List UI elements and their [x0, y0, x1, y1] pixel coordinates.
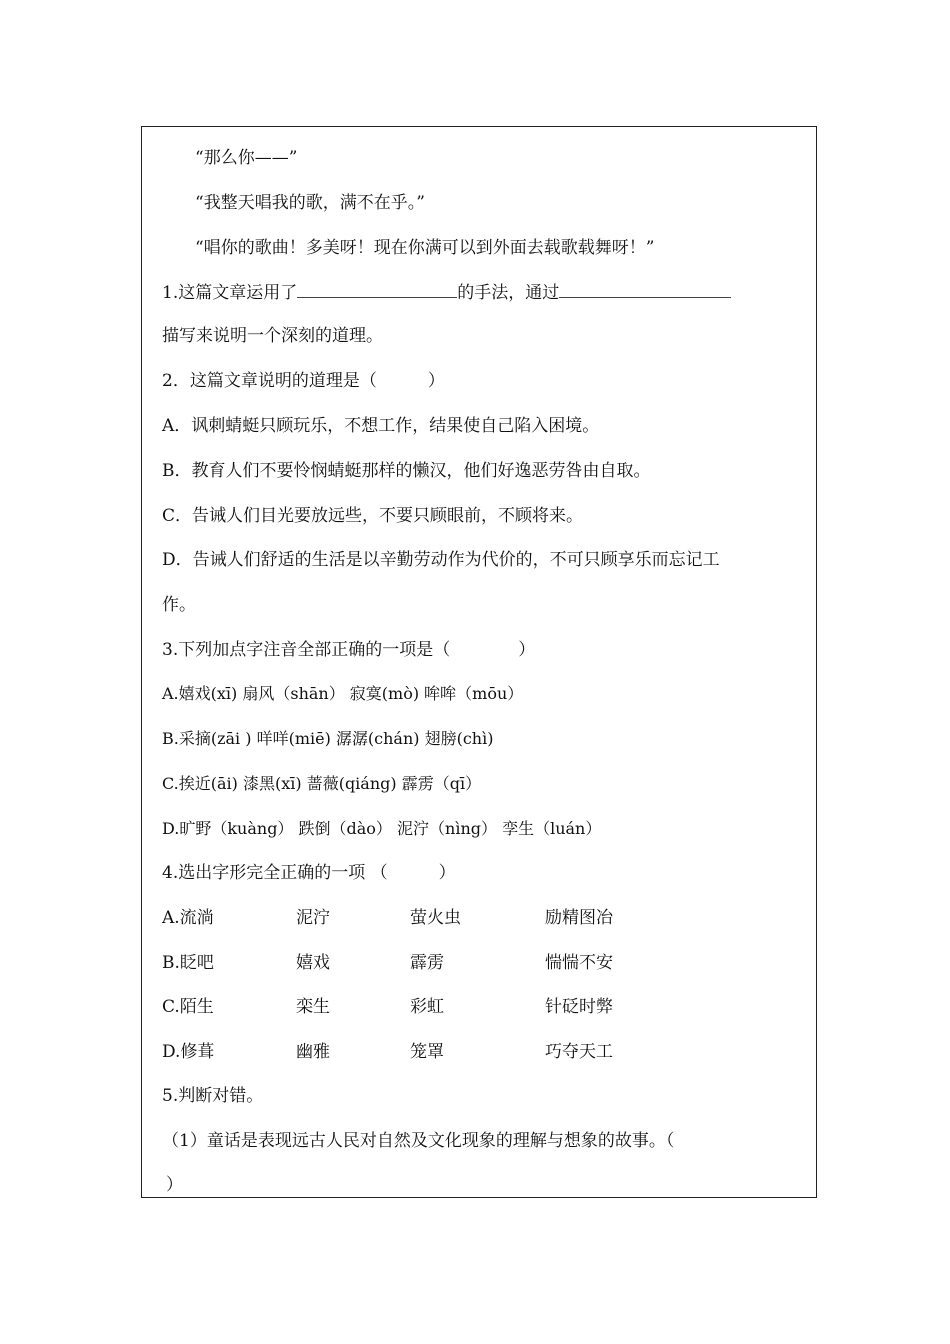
q1-text-1: 1.这篇文章运用了 — [162, 283, 298, 303]
q4-word: 巧夺天工 — [545, 1042, 613, 1062]
q2-option-c: C．告诫人们目光要放远些，不要只顾眼前，不顾将来。 — [162, 506, 584, 526]
q1-answer-blank-2[interactable] — [559, 282, 731, 298]
q1-answer-blank-1[interactable] — [297, 282, 457, 298]
q4-option-a-label: A.流淌 — [162, 908, 214, 928]
q4-word: 惴惴不安 — [545, 953, 613, 973]
q4-word: 泥泞 — [296, 908, 330, 928]
question-2-stem: 2．这篇文章说明的道理是（ ） — [162, 371, 445, 391]
q3-option-a: A.嬉戏(xī) 扇风（shān） 寂寞(mò) 哞哞（mōu） — [162, 684, 524, 703]
question-3-stem: 3.下列加点字注音全部正确的一项是（ ） — [162, 640, 536, 660]
q1-text-2: 的手法，通过 — [457, 283, 560, 303]
question-1 — [162, 282, 731, 304]
q3-option-c: C.挨近(āi) 漆黑(xī) 蔷薇(qiáng) 霹雳（qī） — [162, 774, 482, 793]
q4-word: 幽雅 — [296, 1042, 330, 1062]
q4-word: 栾生 — [296, 997, 330, 1017]
q4-word: 萤火虫 — [410, 908, 461, 928]
q4-option-d-label: D.修葺 — [162, 1042, 215, 1062]
q4-word: 针砭时弊 — [545, 997, 613, 1017]
q5-item-1-wrap: ） — [166, 1175, 183, 1195]
q2-option-d: D．告诫人们舒适的生活是以辛勤劳动作为代价的，不可只顾享乐而忘记工 — [162, 550, 720, 570]
question-1-cont: 描写来说明一个深刻的道理。 — [162, 326, 383, 346]
q4-option-b-label: B.眨吧 — [162, 953, 214, 973]
dialogue-line: “我整天唱我的歌，满不在乎。” — [195, 193, 425, 213]
question-4-stem: 4.选出字形完全正确的一项 （ ） — [162, 863, 456, 883]
question-5-stem: 5.判断对错。 — [162, 1086, 264, 1106]
q4-word: 嬉戏 — [296, 953, 330, 973]
q4-word: 励精图冶 — [545, 908, 613, 928]
q4-option-c-label: C.陌生 — [162, 997, 214, 1017]
q3-option-b: B.采摘(zāi ) 咩咩(miē) 潺潺(chán) 翅膀(chì) — [162, 729, 494, 748]
q2-option-d-wrap: 作。 — [162, 595, 196, 615]
q2-option-b: B．教育人们不要怜悯蜻蜓那样的懒汉，他们好逸恶劳咎由自取。 — [162, 461, 651, 481]
dialogue-line: “那么你——” — [195, 148, 298, 168]
q4-word: 霹雳 — [410, 953, 444, 973]
q4-word: 笼罩 — [410, 1042, 444, 1062]
dialogue-line: “唱你的歌曲！多美呀！现在你满可以到外面去载歌载舞呀！” — [195, 238, 655, 258]
q4-word: 彩虹 — [410, 997, 444, 1017]
q5-item-1: （1）童话是表现远古人民对自然及文化现象的理解与想象的故事。（ — [162, 1131, 675, 1151]
q2-option-a: A．讽刺蜻蜓只顾玩乐，不想工作，结果使自己陷入困境。 — [162, 416, 600, 436]
q3-option-d: D.旷野（kuàng） 跌倒（dào） 泥泞（nìng） 孪生（luán） — [162, 819, 602, 838]
